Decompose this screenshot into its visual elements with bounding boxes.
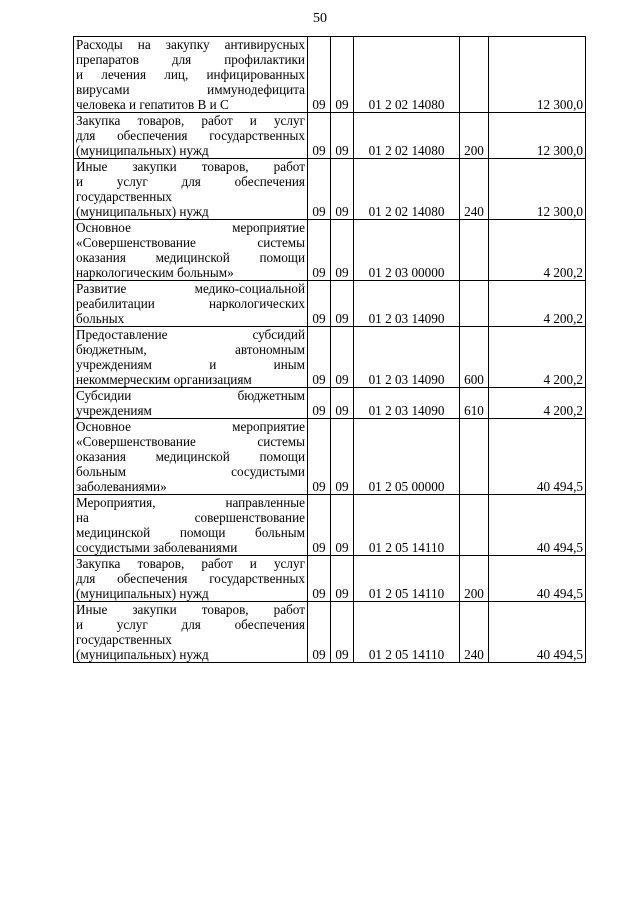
expense-type-cell: 610 (460, 388, 489, 419)
expense-name-line: Основное мероприятие (76, 419, 305, 434)
section-code-cell: 09 (308, 281, 331, 327)
expense-name-line: вирусами иммунодефицита (76, 82, 305, 97)
section-code-cell: 09 (308, 419, 331, 495)
expense-name-line: Предоставление субсидий (76, 327, 305, 342)
expense-type-cell (460, 37, 489, 113)
expense-name-line: больным сосудистыми (76, 464, 305, 479)
budget-table-body (74, 37, 586, 663)
page-number: 50 (313, 11, 327, 26)
expense-name-cell (74, 495, 308, 556)
target-article-cell: 01 2 03 00000 (354, 220, 460, 281)
expense-name-line: Субсидии бюджетным (76, 388, 305, 403)
subsection-code-cell: 09 (331, 113, 354, 159)
table-row (74, 281, 586, 327)
expense-name-line: Основное мероприятие (76, 220, 305, 235)
table-row (74, 220, 586, 281)
expense-name-cell (74, 556, 308, 602)
section-code-cell: 09 (308, 37, 331, 113)
amount-cell: 4 200,2 (489, 327, 586, 388)
expense-name-line: оказания медицинской помощи (76, 250, 305, 265)
expense-name-cell (74, 37, 308, 113)
section-code-cell: 09 (308, 113, 331, 159)
amount-cell: 12 300,0 (489, 159, 586, 220)
expense-name-line: человека и гепатитов В и С (76, 97, 229, 112)
target-article-cell: 01 2 05 00000 (354, 419, 460, 495)
expense-type-cell: 200 (460, 113, 489, 159)
target-article-cell: 01 2 02 14080 (354, 113, 460, 159)
expense-name-line: учреждениям (76, 403, 152, 418)
expense-name-cell (74, 327, 308, 388)
expense-name-line: «Совершенствование системы (76, 434, 305, 449)
amount-cell: 4 200,2 (489, 281, 586, 327)
subsection-code-cell: 09 (331, 281, 354, 327)
expense-name-cell (74, 388, 308, 419)
expense-name-line: учреждениям и иным (76, 357, 305, 372)
expense-name-line: оказания медицинской помощи (76, 449, 305, 464)
expense-name-line: Мероприятия, направленные (76, 495, 305, 510)
section-code-cell: 09 (308, 327, 331, 388)
expense-name-cell (74, 159, 308, 220)
section-code-cell: 09 (308, 159, 331, 220)
expense-name-line: бюджетным, автономным (76, 342, 305, 357)
amount-cell: 40 494,5 (489, 556, 586, 602)
table-row (74, 327, 586, 388)
expense-name-cell (74, 281, 308, 327)
expense-type-cell: 240 (460, 159, 489, 220)
table-row (74, 159, 586, 220)
table-row (74, 419, 586, 495)
expense-name-line: для обеспечения государственных (76, 571, 305, 586)
table-row (74, 37, 586, 113)
amount-cell: 4 200,2 (489, 388, 586, 419)
expense-name-line: (муниципальных) нужд (76, 647, 209, 662)
subsection-code-cell: 09 (331, 159, 354, 220)
expense-name-line: государственных (76, 189, 172, 204)
section-code-cell: 09 (308, 388, 331, 419)
expense-name-line: и услуг для обеспечения (76, 617, 305, 632)
expense-name-line: на совершенствование (76, 510, 305, 525)
target-article-cell: 01 2 05 14110 (354, 495, 460, 556)
target-article-cell: 01 2 03 14090 (354, 327, 460, 388)
amount-cell: 12 300,0 (489, 113, 586, 159)
target-article-cell: 01 2 02 14080 (354, 37, 460, 113)
subsection-code-cell: 09 (331, 327, 354, 388)
expense-name-line: для обеспечения государственных (76, 128, 305, 143)
amount-cell: 12 300,0 (489, 37, 586, 113)
expense-name-line: больных (76, 311, 125, 326)
target-article-cell: 01 2 03 14090 (354, 281, 460, 327)
subsection-code-cell: 09 (331, 602, 354, 663)
expense-type-cell (460, 220, 489, 281)
expense-name-cell (74, 220, 308, 281)
expense-name-line: Закупка товаров, работ и услуг (76, 556, 305, 571)
expense-name-line: Иные закупки товаров, работ (76, 159, 305, 174)
expense-type-cell: 200 (460, 556, 489, 602)
section-code-cell: 09 (308, 602, 331, 663)
expense-name-line: Расходы на закупку антивирусных (76, 37, 305, 52)
budget-table (73, 36, 586, 663)
amount-cell: 40 494,5 (489, 419, 586, 495)
expense-name-line: (муниципальных) нужд (76, 204, 209, 219)
subsection-code-cell: 09 (331, 37, 354, 113)
expense-name-line: наркологическим больным» (76, 265, 234, 280)
expense-name-line: сосудистыми заболеваниями (76, 540, 238, 555)
expense-name-line: препаратов для профилактики (76, 52, 305, 67)
expense-name-line: реабилитации наркологических (76, 296, 305, 311)
section-code-cell: 09 (308, 556, 331, 602)
expense-type-cell: 600 (460, 327, 489, 388)
section-code-cell: 09 (308, 220, 331, 281)
table-row (74, 556, 586, 602)
amount-cell: 40 494,5 (489, 602, 586, 663)
subsection-code-cell: 09 (331, 388, 354, 419)
target-article-cell: 01 2 02 14080 (354, 159, 460, 220)
amount-cell: 4 200,2 (489, 220, 586, 281)
expense-name-line: (муниципальных) нужд (76, 586, 209, 601)
expense-name-line: Развитие медико-социальной (76, 281, 305, 296)
table-row (74, 113, 586, 159)
expense-type-cell (460, 281, 489, 327)
expense-name-line: государственных (76, 632, 172, 647)
table-row (74, 495, 586, 556)
section-code-cell: 09 (308, 495, 331, 556)
subsection-code-cell: 09 (331, 495, 354, 556)
table-row (74, 602, 586, 663)
target-article-cell: 01 2 03 14090 (354, 388, 460, 419)
table-row (74, 388, 586, 419)
amount-cell: 40 494,5 (489, 495, 586, 556)
expense-name-line: и услуг для обеспечения (76, 174, 305, 189)
expense-name-line: некоммерческим организациям (76, 372, 252, 387)
expense-name-cell (74, 113, 308, 159)
target-article-cell: 01 2 05 14110 (354, 602, 460, 663)
expense-type-cell (460, 495, 489, 556)
expense-name-line: «Совершенствование системы (76, 235, 305, 250)
expense-name-line: (муниципальных) нужд (76, 143, 209, 158)
expense-name-line: Закупка товаров, работ и услуг (76, 113, 305, 128)
subsection-code-cell: 09 (331, 220, 354, 281)
subsection-code-cell: 09 (331, 556, 354, 602)
expense-name-cell (74, 602, 308, 663)
expense-type-cell: 240 (460, 602, 489, 663)
subsection-code-cell: 09 (331, 419, 354, 495)
expense-name-cell (74, 419, 308, 495)
expense-name-line: заболеваниями» (76, 479, 167, 494)
expense-name-line: Иные закупки товаров, работ (76, 602, 305, 617)
expense-name-line: и лечения лиц, инфицированных (76, 67, 305, 82)
target-article-cell: 01 2 05 14110 (354, 556, 460, 602)
expense-name-line: медицинской помощи больным (76, 525, 305, 540)
expense-type-cell (460, 419, 489, 495)
